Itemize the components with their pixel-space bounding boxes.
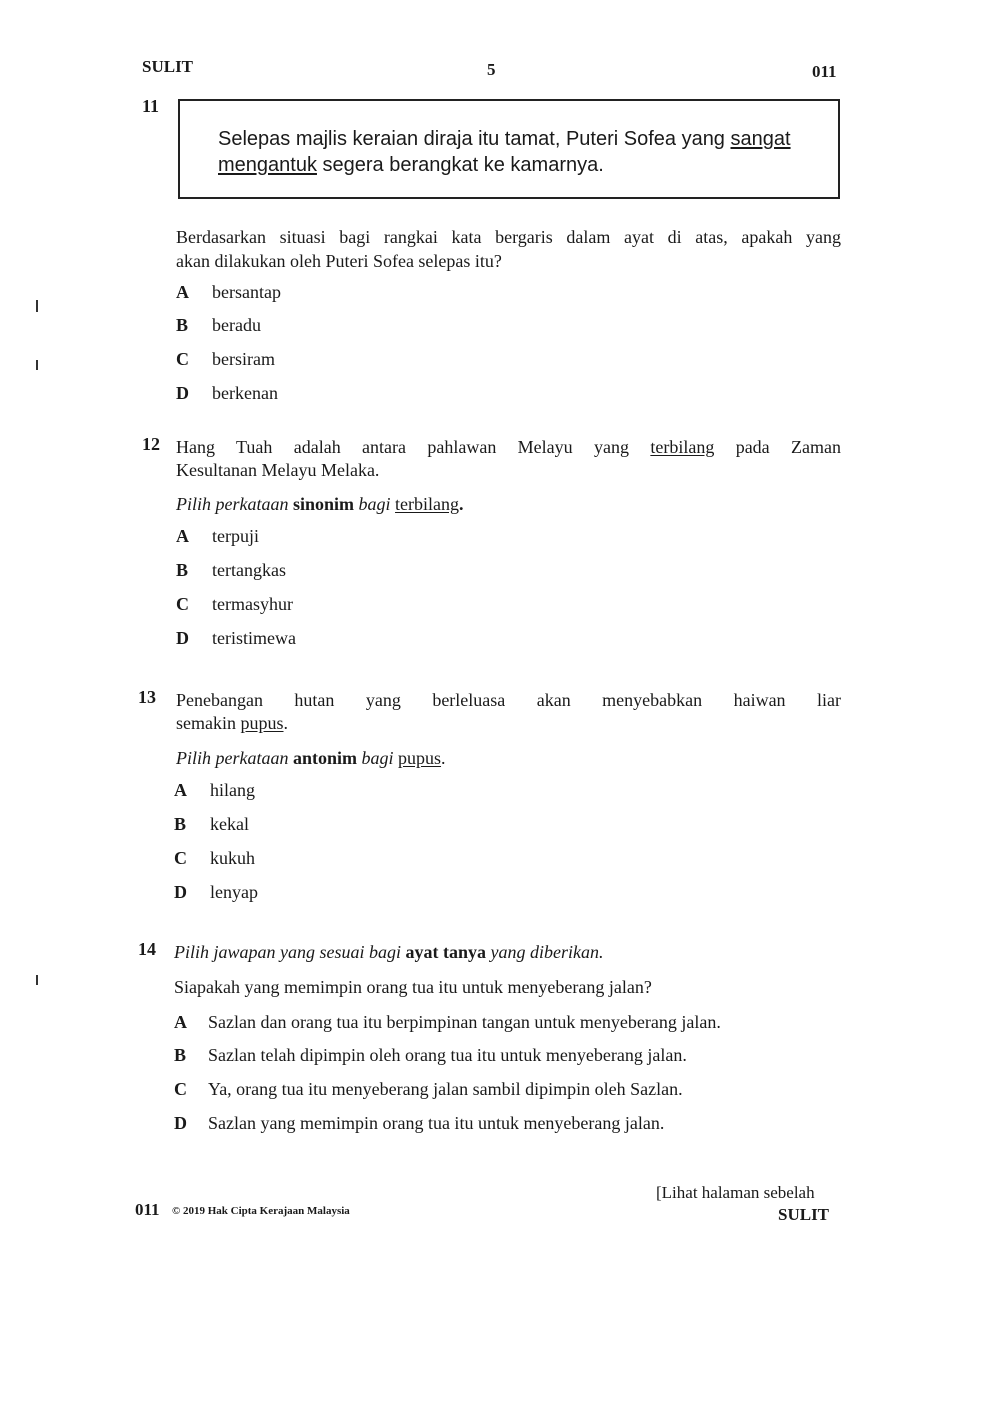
question-12-instruction: Pilih perkataan sinonim bagi terbilang. <box>176 494 464 514</box>
question-13-stem-line1: Penebangan hutan yang berleluasa akan menyebabkan haiwan liar <box>176 690 841 710</box>
question-11-option-d[interactable]: D berkenan <box>176 383 278 403</box>
question-12-option-b[interactable]: B tertangkas <box>176 560 286 580</box>
scan-mark <box>36 975 38 985</box>
header-sulit: SULIT <box>142 57 194 76</box>
scan-mark <box>36 360 38 370</box>
footer-paper-code: 011 <box>135 1200 160 1219</box>
question-12-option-c[interactable]: C termasyhur <box>176 594 293 614</box>
footer-next-page-note: [Lihat halaman sebelah <box>656 1183 815 1202</box>
question-12-option-a[interactable]: A terpuji <box>176 526 259 546</box>
question-11-option-a[interactable]: A bersantap <box>176 282 281 302</box>
question-11-stem-line2: akan dilakukan oleh Puteri Sofea selepas itu? <box>176 251 502 271</box>
question-13-number: 13 <box>138 687 156 707</box>
scan-mark <box>36 300 38 312</box>
question-12-stem-line1: Hang Tuah adalah antara pahlawan Melayu yang terbilang pada Zaman <box>176 437 842 457</box>
question-14-option-c[interactable]: C Ya, orang tua itu menyeberang jalan sambil dipimpin oleh Sazlan. <box>174 1079 683 1099</box>
question-12-number: 12 <box>142 434 160 454</box>
question-14-option-b[interactable]: B Sazlan telah dipimpin oleh orang tua itu untuk menyeberang jalan. <box>174 1045 687 1065</box>
underlined-word: terbilang <box>650 437 715 457</box>
question-12-stem-line2: Kesultanan Melayu Melaka. <box>176 460 380 480</box>
footer-copyright: © 2019 Hak Cipta Kerajaan Malaysia <box>172 1205 350 1217</box>
question-11-stem-line1: Berdasarkan situasi bagi rangkai kata bergaris dalam ayat di atas, apakah yang <box>176 227 841 247</box>
header-paper-code: 011 <box>812 62 837 81</box>
question-13-option-b[interactable]: B kekal <box>174 814 249 834</box>
question-14-number: 14 <box>138 939 156 959</box>
question-14-option-a[interactable]: A Sazlan dan orang tua itu berpimpinan tangan untuk menyeberang jalan. <box>174 1012 721 1032</box>
question-14-option-d[interactable]: D Sazlan yang memimpin orang tua itu untuk menyeberang jalan. <box>174 1113 665 1133</box>
page-number: 5 <box>487 60 496 79</box>
question-13-option-c[interactable]: C kukuh <box>174 848 255 868</box>
question-13-option-d[interactable]: D lenyap <box>174 882 258 902</box>
question-14-instruction: Pilih jawapan yang sesuai bagi ayat tanya yang diberikan. <box>174 942 604 962</box>
underlined-phrase: sangat mengantuk <box>218 128 791 176</box>
question-14-question: Siapakah yang memimpin orang tua itu untuk menyeberang jalan? <box>174 977 652 997</box>
question-11-number: 11 <box>142 96 160 116</box>
question-11-option-c[interactable]: C bersiram <box>176 349 275 369</box>
question-13-instruction: Pilih perkataan antonim bagi pupus. <box>176 748 446 768</box>
underlined-word: pupus <box>240 713 284 733</box>
question-13-stem-line2: semakin pupus. <box>176 713 289 733</box>
question-11-passage: Selepas majlis keraian diraja itu tamat, Puteri Sofea yang sangat mengantuk segera berangkat ke kamarnya. <box>218 128 791 176</box>
question-12-option-d[interactable]: D teristimewa <box>176 628 296 648</box>
question-11-option-b[interactable]: B beradu <box>176 315 261 335</box>
footer-sulit: SULIT <box>778 1205 830 1224</box>
question-13-option-a[interactable]: A hilang <box>174 780 255 800</box>
